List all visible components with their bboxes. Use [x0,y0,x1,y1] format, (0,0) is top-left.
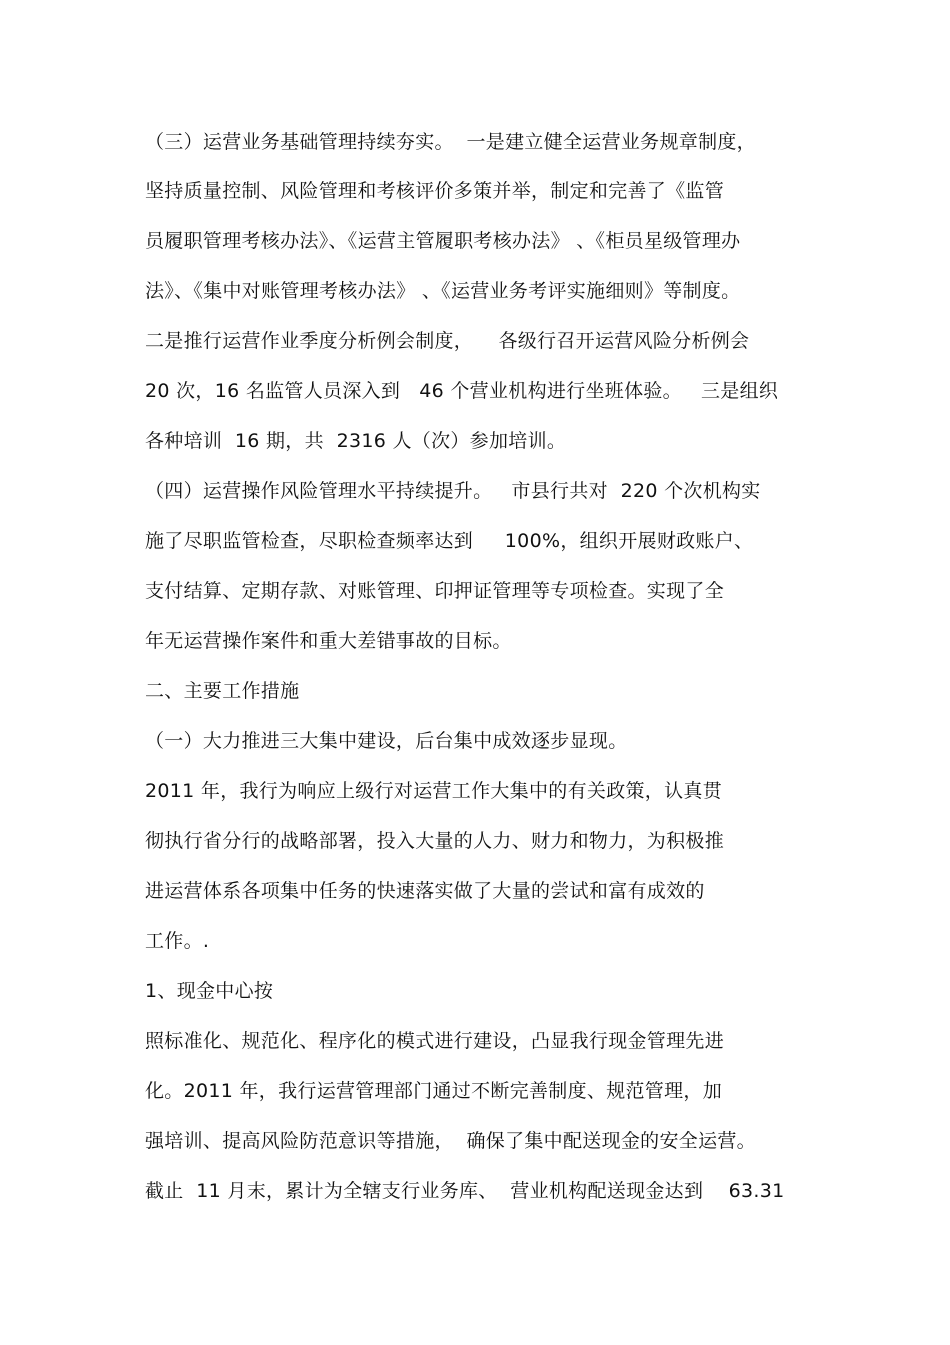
paragraph-line: 彻执行省分行的战略部署，投入大量的人力、财力和物力，为积极推 [145,830,725,852]
paragraph-line: 照标准化、规范化、程序化的模式进行建设，凸显我行现金管理先进 [145,1030,725,1052]
paragraph-line: 20 次，16 名监管人员深入到 46 个营业机构进行坐班体验。 三是组织 [145,380,779,402]
paragraph-line: 各种培训 16 期，共 2316 人（次）参加培训。 [145,430,567,452]
paragraph-line: 强培训、提高风险防范意识等措施， 确保了集中配送现金的安全运营。 [145,1130,756,1152]
paragraph-line: 工作。. [145,930,210,952]
paragraph-line: 施了尽职监管检查，尽职检查频率达到 100%，组织开展财政账户、 [145,530,754,552]
paragraph-line: 二是推行运营作业季度分析例会制度， 各级行召开运营风险分析例会 [145,330,750,352]
paragraph-line: 化。2011 年，我行运营管理部门通过不断完善制度、规范管理，加 [145,1080,722,1102]
paragraph-line: 2011 年，我行为响应上级行对运营工作大集中的有关政策，认真贯 [145,780,722,802]
paragraph-line: 年无运营操作案件和重大差错事故的目标。 [145,630,512,652]
list-item-heading: 1、现金中心按 [145,980,274,1002]
subsection-heading: （一）大力推进三大集中建设，后台集中成效逐步显现。 [145,730,628,752]
paragraph-line: 员履职管理考核办法》、《运营主管履职考核办法》 、《柜员星级管理办 [145,230,741,252]
paragraph-line: 法》、《集中对账管理考核办法》 、《运营业务考评实施细则》等制度。 [145,280,741,302]
paragraph-line: 支付结算、定期存款、对账管理、印押证管理等专项检查。实现了全 [145,580,725,602]
section-heading: 二、主要工作措施 [145,680,300,702]
paragraph-line: （三）运营业务基础管理持续夯实。 一是建立健全运营业务规章制度， [145,131,756,153]
paragraph-line: 进运营体系各项集中任务的快速落实做了大量的尝试和富有成效的 [145,880,705,902]
paragraph-line: 坚持质量控制、风险管理和考核评价多策并举，制定和完善了《监管 [145,180,725,202]
paragraph-line: 截止 11 月末，累计为全辖支行业务库、 营业机构配送现金达到 63.31 [145,1180,785,1202]
paragraph-line: （四）运营操作风险管理水平持续提升。 市县行共对 220 个次机构实 [145,480,761,502]
